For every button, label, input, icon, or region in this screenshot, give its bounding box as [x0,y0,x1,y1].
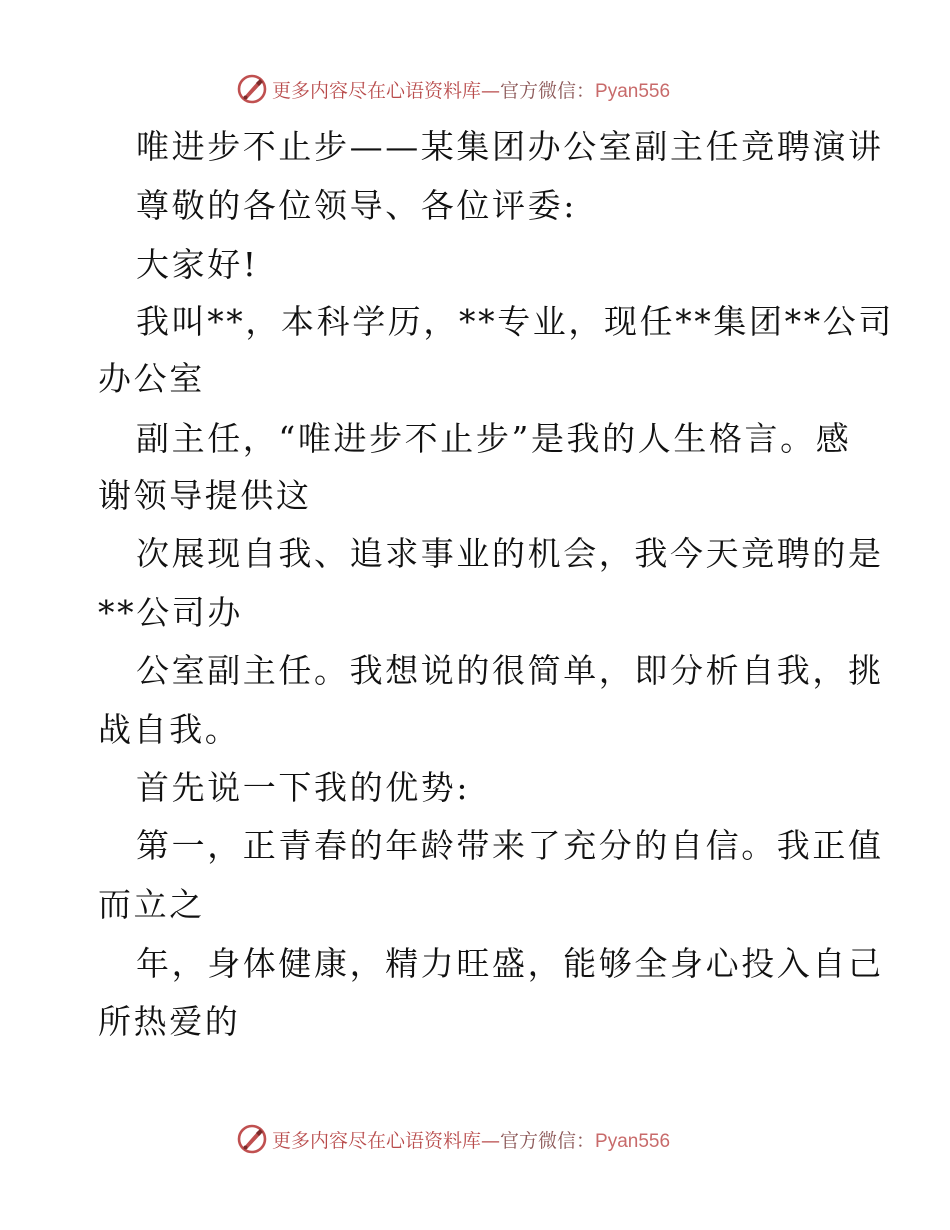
footer-wechat-handle: Pyan556 [595,1130,671,1152]
paragraph-line: 大家好! [136,245,259,284]
paragraph-line: 年，身体健康，精力旺盛，能够全身心投入自己 [136,944,884,983]
paragraph-line: 战自我。 [98,710,241,749]
header-banner-text [272,76,670,103]
footer-dash: — [481,1129,501,1152]
quill-pen-logo-icon [236,1123,268,1155]
footer-banner-text [272,1126,670,1153]
document-title: 唯进步不止步——某集团办公室副主任竞聘演讲 [136,127,884,166]
paragraph-line: 谢领导提供这 [98,476,312,515]
footer-site-name: 更多内容尽在心语资料库 [272,1129,482,1152]
footer-wechat-label: 官方微信： [500,1129,596,1152]
paragraph-line: **公司办 [98,593,243,632]
header-banner [236,72,670,106]
paragraph-line: 尊敬的各位领导、各位评委: [136,186,577,225]
paragraph-line: 办公室 [98,359,205,398]
paragraph-line: 而立之 [98,885,205,924]
paragraph-line: 公室副主任。我想说的很简单，即分析自我，挑 [136,651,884,690]
header-site-name: 更多内容尽在心语资料库 [272,79,482,102]
paragraph-line: 我叫**，本科学历，**专业，现任**集团**公司 [136,302,894,341]
paragraph-line: 次展现自我、追求事业的机会，我今天竞聘的是 [136,534,884,573]
header-dash: — [481,79,501,102]
paragraph-line: 首先说一下我的优势: [136,768,471,807]
quill-pen-logo-icon [236,73,268,105]
paragraph-line: 第一，正青春的年龄带来了充分的自信。我正值 [136,826,884,865]
header-wechat-label: 官方微信： [500,79,596,102]
paragraph-line: 副主任，“唯进步不止步”是我的人生格言。感 [136,419,852,458]
footer-banner [236,1122,670,1156]
paragraph-line: 所热爱的 [98,1002,241,1041]
header-wechat-handle: Pyan556 [595,80,671,102]
